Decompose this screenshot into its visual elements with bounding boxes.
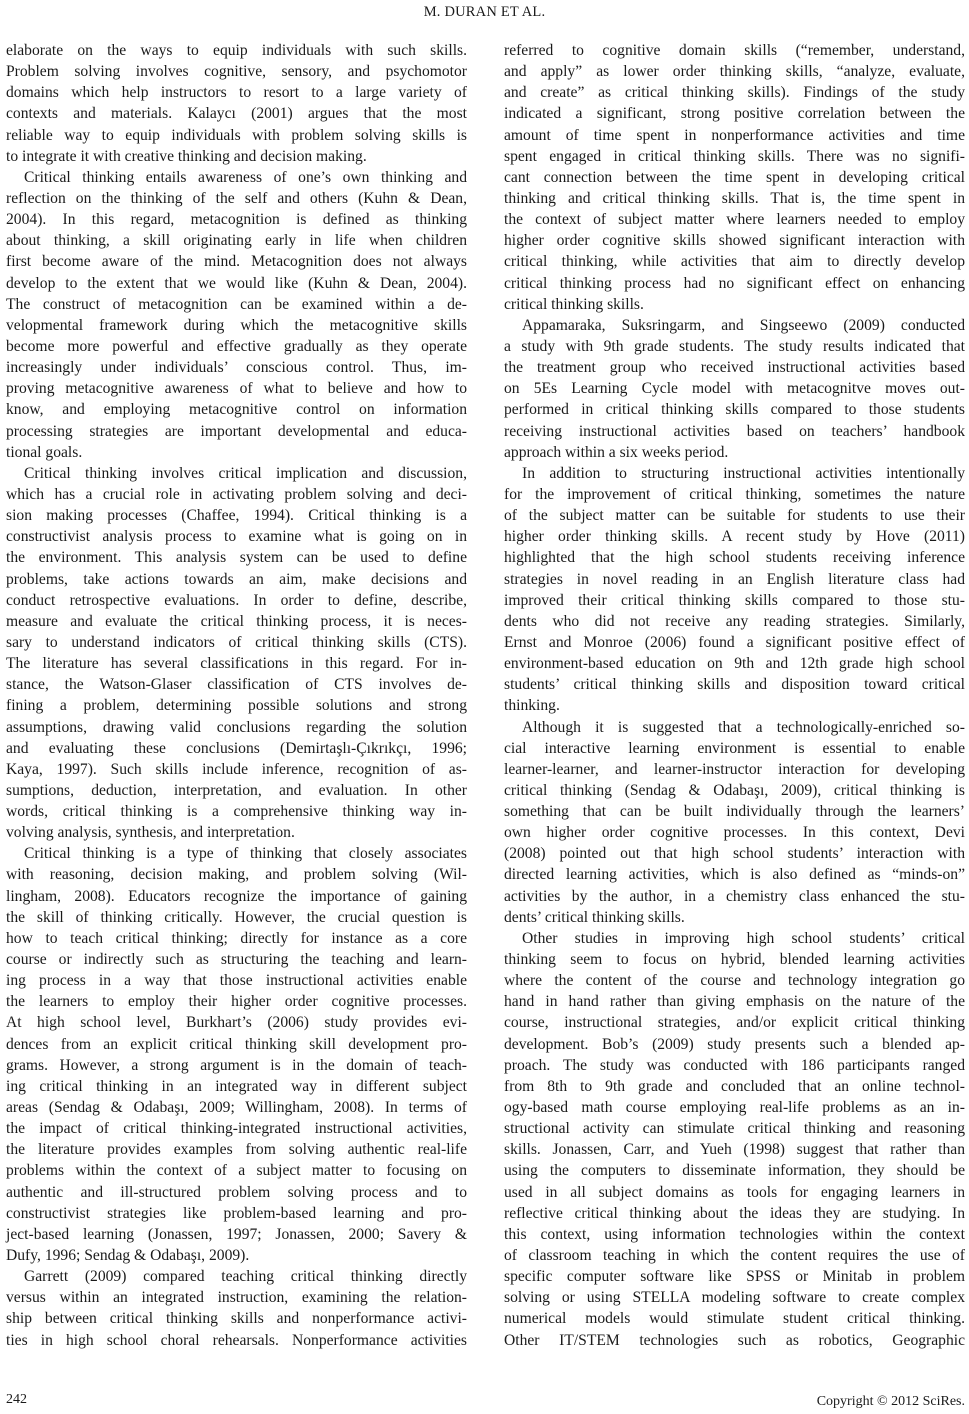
text-line: assumptions, drawing valid conclusions regarding the solution <box>6 718 467 736</box>
text-line: versus within an integrated instruction, examining the relation- <box>6 1289 467 1307</box>
text-line: contexts and materials. Kalaycı (2001) argues that the most <box>6 105 467 123</box>
text-line: directed learning activities, which is also defined as “minds-on” <box>504 866 965 884</box>
text-line: higher order cognitive skills showed significant interaction with <box>504 232 965 250</box>
text-line: something that can be built individually through the learners’ <box>504 803 965 821</box>
text-line: measure and evaluate the critical thinking process, it is neces- <box>6 612 467 630</box>
text-line: highlighted that the high school students receiving inference <box>504 549 965 567</box>
text-line: dences from an explicit critical thinking skill development pro- <box>6 1035 467 1053</box>
text-line: which has a crucial role in activating problem solving and deci- <box>6 485 467 503</box>
text-line: constructivist analysis process to examine what is going on in <box>6 528 467 546</box>
text-line: the literature provides examples from solving authentic real-life <box>6 1141 467 1159</box>
text-line: Kaya, 1997). Such skills include inference, recognition of as- <box>6 760 467 778</box>
paragraph <box>6 40 467 167</box>
paragraph <box>504 717 965 928</box>
text-line: of classroom teaching in which the content requires the use of <box>504 1247 965 1265</box>
text-line: ject-based learning (Jonassen, 1997; Jonassen, 2000; Savery & <box>6 1225 467 1243</box>
text-line: using the computers to disseminate information, they should be <box>504 1162 965 1180</box>
text-line: amount of time spent in nonperformance activities and time <box>504 126 965 144</box>
left-column <box>6 40 467 1351</box>
text-line: sary to understand indicators of critical thinking skills (CTS). <box>6 633 467 651</box>
text-line: the environment. This analysis system can be used to define <box>6 549 467 567</box>
text-line: Although it is suggested that a technologically-enriched so- <box>522 718 965 736</box>
text-line: first become aware of the mind. Metacognition does not always <box>6 253 467 271</box>
text-line: ship between critical thinking skills and nonperformance activi- <box>6 1310 467 1328</box>
text-line: development. Bob’s (2009) study presents such a blended ap- <box>504 1035 965 1053</box>
text-line: Other IT/STEM technologies such as robotics, Geographic <box>504 1331 965 1349</box>
text-line: Problem solving involves cognitive, sensory, and psychomotor <box>6 63 467 81</box>
copyright-notice: Copyright © 2012 SciRes. <box>816 1394 965 1409</box>
text-line: indicated a significant, strong positive correlation between the <box>504 105 965 123</box>
text-line: develop to the extent that we would like (Kuhn & Dean, 2004). <box>6 274 467 292</box>
text-line: Critical thinking is a type of thinking that closely associates <box>24 845 467 863</box>
text-line: In addition to structuring instructional activities intentionally <box>522 464 965 482</box>
text-line: sumptions, deduction, interpretation, and evaluation. In other <box>6 781 467 799</box>
text-line: know, and employing metacognitive control on information <box>6 401 467 419</box>
text-line: (2008) pointed out that high school students’ interaction with <box>504 845 965 863</box>
text-line: about thinking, a skill originating early in life when children <box>6 232 467 250</box>
text-line: the learners to employ their higher order cognitive processes. <box>6 993 467 1011</box>
text-line: the impact of critical thinking-integrated instructional activities, <box>6 1120 467 1138</box>
text-line: At high school level, Burkhart’s (2006) study provides evi- <box>6 1014 467 1032</box>
text-line: become more powerful and effective gradually as they operate <box>6 337 467 355</box>
text-line: increasingly under individuals’ conscious control. Thus, im- <box>6 359 467 377</box>
paragraph <box>504 40 965 315</box>
paragraph <box>6 167 467 463</box>
text-line: problems, take actions towards an aim, make decisions and <box>6 570 467 588</box>
text-line: cial interactive learning environment is essential to enable <box>504 739 965 757</box>
text-line: Appamaraka, Suksringarm, and Singseewo (2009) conducted <box>522 316 965 334</box>
text-line: from 8th to 9th grade and concluded that an online technol- <box>504 1077 965 1095</box>
text-line: stance, the Watson-Glaser classification of CTS involves de- <box>6 676 467 694</box>
text-line: dents’ critical thinking skills. <box>504 908 685 926</box>
paragraph <box>6 1266 467 1351</box>
text-line: ing critical thinking in an integrated way in different subject <box>6 1077 467 1095</box>
text-line: critical thinking skills. <box>504 295 644 313</box>
text-line: thinking. <box>504 697 560 715</box>
text-line: specific computer software like SPSS or Minitab in problem <box>504 1268 965 1286</box>
text-line: reflection on the thinking of the self and others (Kuhn & Dean, <box>6 189 467 207</box>
text-line: course or indirectly such as structuring the teaching and learn- <box>6 951 467 969</box>
text-line: Critical thinking entails awareness of one’s own thinking and <box>24 168 467 186</box>
text-line: to integrate it with creative thinking and decision making. <box>6 147 367 165</box>
text-line: learner-learner, and learner-instructor interaction for developing <box>504 760 965 778</box>
text-line: Dufy, 1996; Sendag & Odabaşı, 2009). <box>6 1247 250 1265</box>
text-line: areas (Sendag & Odabaşı, 2009; Willingham, 2008). In terms of <box>6 1099 467 1117</box>
text-line: students’ critical thinking skills and disposition toward critical <box>504 676 965 694</box>
text-line: solving or using STELLA modeling software to create complex <box>504 1289 965 1307</box>
text-line: elaborate on the ways to equip individuals with such skills. <box>6 42 467 59</box>
text-line: authentic and ill-structured problem solving process and to <box>6 1183 467 1201</box>
text-line: conduct retrospective evaluations. In order to define, describe, <box>6 591 467 609</box>
text-line: course, instructional strategies, and/or explicit critical thinking <box>504 1014 965 1032</box>
text-line: own higher order cognitive processes. In this context, Devi <box>504 824 965 842</box>
text-line: a study with 9th grade students. The study results indicated that <box>504 337 965 355</box>
text-line: how to teach critical thinking; directly for instance as a core <box>6 929 467 947</box>
running-head: M. DURAN ET AL. <box>423 4 546 20</box>
text-line: the context of subject matter where learners needed to employ <box>504 211 965 229</box>
text-line: of the subject matter can be suitable for students to use their <box>504 507 965 525</box>
text-line: grams. However, a strong argument is in the domain of teach- <box>6 1056 467 1074</box>
text-line: proving metacognitive awareness of what to believe and how to <box>6 380 467 398</box>
text-line: volving analysis, synthesis, and interpretation. <box>6 824 295 842</box>
paragraph <box>6 463 467 844</box>
text-line: this context, using information technologies within the context <box>504 1225 965 1243</box>
page-number: 242 <box>6 1392 27 1407</box>
text-line: reliable way to equip individuals with problem solving skills is <box>6 126 467 144</box>
text-line: critical thinking, while activities that aim to directly develop <box>504 253 965 271</box>
text-line: cant connection between the time spent in developing critical <box>504 168 965 186</box>
text-line: strategies in novel reading in an English literature class had <box>504 570 965 588</box>
text-line: activities by the author, in a chemistry class enhanced the stu- <box>504 887 965 905</box>
text-line: approach within a six weeks period. <box>504 443 729 461</box>
text-line: ties in high school choral rehearsals. Nonperformance activities <box>6 1331 467 1349</box>
text-line: sion making processes (Chaffee, 1994). Critical thinking is a <box>6 507 467 525</box>
text-line: reflective critical thinking about the ideas they are studying. In <box>504 1204 965 1222</box>
text-line: thinking seem to focus on hybrid, blended learning activities <box>504 951 965 969</box>
text-line: the skill of thinking critically. However, the crucial question is <box>6 908 467 926</box>
text-line: Critical thinking involves critical implication and discussion, <box>24 464 467 482</box>
text-line: used in all subject domains as tools for engaging learners in <box>504 1183 965 1201</box>
text-line: hand in hand rather than giving emphasis on the nature of the <box>504 993 965 1011</box>
right-column <box>504 40 965 1351</box>
text-line: critical thinking (Sendag & Odabaşı, 2009), critical thinking is <box>504 781 965 799</box>
text-line: environment-based education on 9th and 12th grade high school <box>504 655 965 673</box>
text-line: where the content of the course and technology integration go <box>504 972 965 990</box>
text-line: Garrett (2009) compared teaching critical thinking directly <box>24 1268 467 1286</box>
text-line: skills. Jonassen, Carr, and Yueh (1998) suggest that rather than <box>504 1141 965 1159</box>
paragraph <box>504 315 965 463</box>
text-line: The literature has several classifications in this regard. For in- <box>6 655 467 673</box>
text-line: problems within the context of a subject matter to focusing on <box>6 1162 467 1180</box>
text-line: lingham, 2008). Educators recognize the importance of gaining <box>6 887 467 905</box>
text-line: spent engaged in critical thinking skills. There was no signifi- <box>504 147 965 165</box>
text-line: higher order thinking skills. A recent study by Hove (2011) <box>504 528 965 546</box>
text-line: and apply” as lower order thinking skills, “analyze, evaluate, <box>504 63 965 81</box>
text-line: receiving instructional activities based on teachers’ handbook <box>504 422 965 440</box>
text-line: processing strategies are important developmental and educa- <box>6 422 467 440</box>
text-line: fining a problem, determining possible solutions and strong <box>6 697 467 715</box>
paragraph <box>6 843 467 1266</box>
text-line: domains which help instructors to resort to a large variety of <box>6 84 467 102</box>
text-line: critical thinking process had no significant effect on enhancing <box>504 274 965 292</box>
text-line: 2004). In this regard, metacognition is defined as thinking <box>6 211 467 229</box>
paragraph <box>504 928 965 1351</box>
text-line: dents who did not receive any reading strategies. Similarly, <box>504 612 965 630</box>
text-line: Other studies in improving high school students’ critical <box>522 929 965 947</box>
text-line: improved their critical thinking skills compared to those stu- <box>504 591 965 609</box>
text-line: and create” as critical thinking skills). Findings of the study <box>504 84 965 102</box>
text-line: and evaluating these conclusions (Demirtaşlı-Çıkrıkçı, 1996; <box>6 739 467 757</box>
text-line: for the improvement of critical thinking, sometimes the nature <box>504 485 965 503</box>
text-line: tional goals. <box>6 443 83 461</box>
text-line: The construct of metacognition can be examined within a de- <box>6 295 467 313</box>
text-line: on 5Es Learning Cycle model with metacognitve moves out- <box>504 380 965 398</box>
text-line: thinking and critical thinking skills. That is, the time spent in <box>504 189 965 207</box>
text-line: constructivist strategies like problem-based learning and pro- <box>6 1204 467 1222</box>
paragraph <box>504 463 965 717</box>
text-line: referred to cognitive domain skills (“remember, understand, <box>504 42 965 59</box>
text-line: structional activity can stimulate critical thinking and reasoning <box>504 1120 965 1138</box>
text-line: with reasoning, decision making, and problem solving (Wil- <box>6 866 467 884</box>
text-line: the treatment group who received instructional activities based <box>504 359 965 377</box>
text-line: words, critical thinking is a comprehensive thinking way in- <box>6 803 467 821</box>
text-line: velopmental framework during which the metacognitive skills <box>6 316 467 334</box>
text-line: numerical models would stimulate student critical thinking. <box>504 1310 965 1328</box>
text-line: proach. The study was conducted with 186 participants ranged <box>504 1056 965 1074</box>
text-line: performed in critical thinking skills compared to those students <box>504 401 965 419</box>
text-line: Ernst and Monroe (2006) found a significant positive effect of <box>504 633 965 651</box>
text-line: ing process in a way that those instructional activities enable <box>6 972 467 990</box>
text-line: ogy-based math course employing real-life problems as an in- <box>504 1099 965 1117</box>
